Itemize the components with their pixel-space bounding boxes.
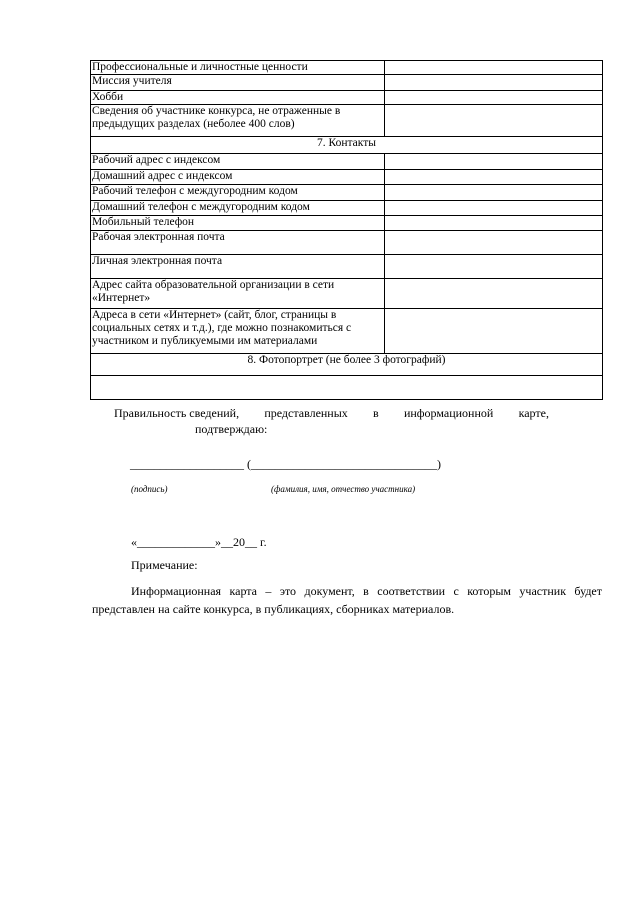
signature-line: ___________________ (_______________________________) [130,457,441,471]
field-value[interactable] [385,170,603,185]
field-label: Домашний адрес с индексом [91,170,385,185]
confirmation-word: информационной [403,406,494,420]
table-row [91,216,603,231]
table-row [91,105,603,137]
field-label: Сведения об участнике конкурса, не отраженные в предыдущих разделах (неболее 400 слов) [91,105,385,137]
info-card-table-body [91,61,603,400]
table-row [91,185,603,201]
confirmation-statement [114,406,549,437]
confirmation-word: представленных [264,406,348,420]
table-row [91,309,603,354]
photo-field[interactable] [91,376,603,400]
field-label: Рабочая электронная почта [91,231,385,255]
note-text: Информационная карта – это документ, в соответствии с которым участник будет представлен на сайте конкурса, в публикациях, сборниках материалов. [92,584,602,616]
table-row [91,255,603,279]
field-label: Адрес сайта образовательной организации в сети «Интернет» [91,279,385,309]
section-header: 8. Фотопортрет (не более 3 фотографий) [91,354,603,376]
field-label: Миссия учителя [91,75,385,91]
table-row [91,61,603,75]
field-value[interactable] [385,91,603,105]
table-row [91,170,603,185]
field-value[interactable] [385,185,603,201]
field-value[interactable] [385,255,603,279]
confirmation-verb: подтверждаю: [195,422,268,436]
date-line: «_____________»__20__ г. [131,535,267,549]
field-label: Личная электронная почта [91,255,385,279]
section-header-row [91,137,603,154]
table-row [91,154,603,170]
field-value[interactable] [385,75,603,91]
field-label: Профессиональные и личностные ценности [91,61,385,75]
field-value[interactable] [385,216,603,231]
field-value[interactable] [385,231,603,255]
table-row [91,279,603,309]
photo-row [91,376,603,400]
table-row [91,91,603,105]
field-value[interactable] [385,279,603,309]
field-label: Адреса в сети «Интернет» (сайт, блог, страницы в социальных сетях и т.д.), где можно познакомиться с участником и публикуемыми им материалами [91,309,385,354]
note-label: Примечание: [131,558,198,572]
field-value[interactable] [385,154,603,170]
field-value[interactable] [385,201,603,216]
field-label: Хобби [91,91,385,105]
field-label: Рабочий адрес с индексом [91,154,385,170]
section-header: 7. Контакты [91,137,603,154]
field-label: Рабочий телефон с междугородним кодом [91,185,385,201]
section-header-row [91,354,603,376]
full-name-caption: (фамилия, имя, отчество участника) [271,484,416,494]
field-value[interactable] [385,105,603,137]
field-value[interactable] [385,61,603,75]
field-label: Домашний телефон с междугородним кодом [91,201,385,216]
confirmation-line [114,406,549,421]
confirmation-word: карте, [518,406,549,420]
confirmation-word: Правильность сведений, [114,406,240,420]
table-row [91,201,603,216]
info-card-table [90,60,603,400]
field-label: Мобильный телефон [91,216,385,231]
signature-caption: (подпись) [131,484,168,494]
field-value[interactable] [385,309,603,354]
table-row [91,75,603,91]
confirmation-word: в [373,406,379,420]
table-row [91,231,603,255]
